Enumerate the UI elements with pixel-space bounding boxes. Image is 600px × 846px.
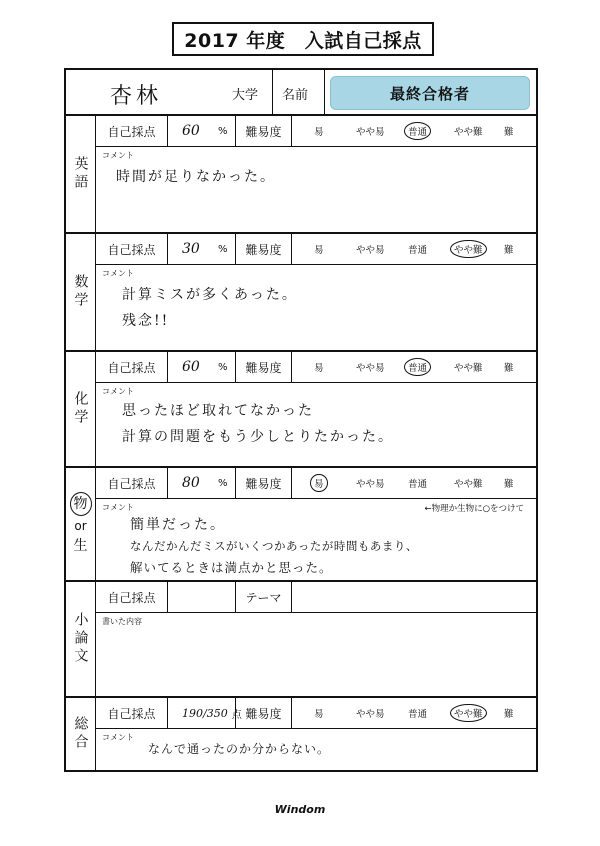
name-label: 名前 [282, 88, 309, 103]
diff-option: 普通 [408, 709, 428, 720]
diff-option: やや難 [454, 363, 483, 374]
comment-line: 計算の問題をもう少しとりたかった。 [122, 429, 394, 445]
page-title: 2017 年度 入試自己採点 [172, 22, 434, 56]
self-score-label: 自己採点 [96, 468, 168, 498]
percent-unit: % [218, 361, 228, 373]
diff-option-circled: 普通 [404, 358, 431, 376]
subject-label [66, 352, 96, 466]
self-score-value [168, 582, 236, 612]
subject-or: or [74, 519, 87, 533]
score-row [96, 116, 536, 147]
diff-option: 難 [504, 479, 514, 490]
subject-name-total: 総合 [72, 716, 89, 752]
diff-option-circled: 普通 [404, 122, 431, 140]
diff-option: やや易 [356, 363, 385, 374]
self-score-value [168, 352, 236, 382]
score-handwritten: 60 [182, 359, 200, 375]
diff-option: やや易 [356, 127, 385, 138]
diff-option: 易 [314, 127, 324, 138]
self-score-label: 自己採点 [96, 582, 168, 612]
percent-unit: % [218, 477, 228, 489]
comment-label: コメント [102, 269, 134, 278]
section-math [66, 234, 536, 352]
header-row [66, 70, 536, 116]
self-score-value [168, 116, 236, 146]
footer-brand: Windom [274, 803, 326, 816]
diff-option: 易 [314, 245, 324, 256]
diff-option: 難 [504, 127, 514, 138]
diff-option: 易 [314, 709, 324, 720]
university-label: 大学 [232, 88, 259, 103]
written-content-label: 書いた内容 [102, 617, 142, 626]
section-physics-biology [66, 468, 536, 582]
diff-option: やや難 [454, 479, 483, 490]
difficulty-label: 難易度 [236, 468, 292, 498]
diff-option: やや易 [356, 245, 385, 256]
score-handwritten: 80 [182, 475, 200, 491]
total-score-value [168, 698, 242, 728]
percent-unit: % [218, 125, 228, 137]
points-unit: 点 [231, 709, 242, 721]
percent-unit: % [218, 243, 228, 255]
diff-option: やや難 [454, 127, 483, 138]
subject-circled: 物 [70, 492, 92, 516]
subject-label [66, 582, 96, 696]
difficulty-label: 難易度 [236, 234, 292, 264]
diff-option: 普通 [408, 479, 428, 490]
comment-label: コメント [102, 503, 134, 512]
score-handwritten: 30 [182, 241, 200, 257]
diff-option-circled: 易 [310, 474, 328, 492]
difficulty-options [292, 116, 536, 146]
difficulty-label: 難易度 [236, 352, 292, 382]
subject-label [66, 116, 96, 232]
comment-line: 残念!! [122, 313, 170, 329]
self-score-label: 自己採点 [96, 698, 168, 728]
comment-line: 思ったほど取れてなかった [122, 403, 314, 419]
self-score-label: 自己採点 [96, 352, 168, 382]
divider [272, 70, 273, 114]
diff-option: 難 [504, 709, 514, 720]
diff-option: 難 [504, 363, 514, 374]
university-handwritten: 杏林 [110, 84, 163, 109]
comment-line: 簡単だった。 [130, 517, 226, 533]
comment-label: コメント [102, 387, 134, 396]
comment-line: 計算ミスが多くあった。 [122, 287, 298, 303]
subject-label [66, 698, 96, 770]
self-score-value [168, 234, 236, 264]
subject-name-3: 化学 [72, 391, 89, 427]
comment-line: なんだかんだミスがいくつかあったが時間もあまり、 [130, 539, 418, 553]
theme-label: テーマ [236, 582, 292, 612]
difficulty-options [292, 698, 536, 728]
score-row [96, 468, 536, 499]
score-sheet [64, 68, 538, 772]
self-score-value [168, 468, 236, 498]
diff-option: 普通 [408, 245, 428, 256]
subject-label [66, 468, 96, 580]
comment-line: 時間が足りなかった。 [116, 169, 276, 185]
score-row [96, 582, 536, 613]
section-chemistry [66, 352, 536, 468]
subject-alt: 生 [73, 538, 88, 554]
difficulty-options [292, 352, 536, 382]
diff-option: 難 [504, 245, 514, 256]
score-row [96, 352, 536, 383]
total-score-handwritten: 190/350 [182, 706, 228, 720]
comment-line: 解いてるときは満点かと思った。 [130, 560, 333, 575]
difficulty-label: 難易度 [236, 116, 292, 146]
divider [324, 70, 325, 114]
self-score-label: 自己採点 [96, 234, 168, 264]
subject-name-2: 数学 [72, 274, 89, 310]
diff-option-circled: やや難 [450, 704, 487, 722]
score-handwritten: 60 [182, 123, 200, 139]
name-badge: 最終合格者 [330, 76, 530, 110]
difficulty-label: 難易度 [236, 698, 292, 728]
difficulty-options [292, 234, 536, 264]
section-essay [66, 582, 536, 698]
self-score-label: 自己採点 [96, 116, 168, 146]
diff-option: やや易 [356, 709, 385, 720]
section-total [66, 698, 536, 770]
comment-label: コメント [102, 151, 134, 160]
score-row [96, 234, 536, 265]
subject-name-essay: 小論文 [72, 612, 89, 666]
section-english [66, 116, 536, 234]
diff-option-circled: やや難 [450, 240, 487, 258]
comment-line: なんで通ったのか分からない。 [148, 742, 331, 756]
subject-label [66, 234, 96, 350]
comment-label: コメント [102, 733, 134, 742]
score-row [96, 698, 536, 729]
difficulty-options [292, 468, 536, 498]
subject-name-1: 英語 [72, 156, 89, 192]
diff-option: やや易 [356, 479, 385, 490]
diff-option: 易 [314, 363, 324, 374]
instruction-note: ←物理か生物に○をつけて [424, 504, 524, 514]
